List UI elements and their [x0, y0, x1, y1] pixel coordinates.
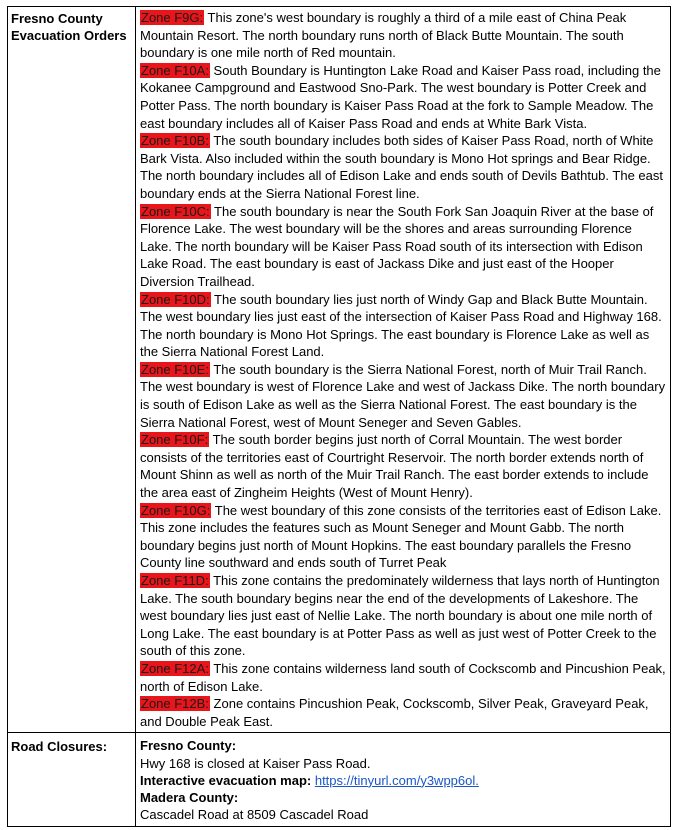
zone-desc-f10e: The south boundary is the Sierra National Forest, north of Muir Trail Ranch. The west boundary is west of Florence Lake and west of Jackass Dike. The north boundary is south of Edison Lake as well as the Sierra National Forest. The east boundary is the Sierra National Forest, west of Mount Seneger and Seven Gables.	[140, 361, 666, 430]
zone-entry-f10b	[140, 132, 666, 202]
zone-list	[136, 7, 671, 733]
zone-entry-f10f	[140, 431, 666, 501]
zone-entry-f10a	[140, 62, 666, 132]
zone-entry-f11d	[140, 572, 666, 660]
madera-county-heading: Madera County:	[140, 789, 239, 805]
madera-closure-text: Cascadel Road at 8509 Cascadel Road	[140, 807, 369, 823]
map-label: Interactive evacuation map:	[140, 772, 315, 788]
zone-entry-f10c	[140, 203, 666, 291]
zone-tag-f10c: Zone F10C:	[141, 203, 210, 219]
zone-entry-f12b	[140, 695, 666, 730]
evacuation-orders-row	[8, 7, 671, 733]
zone-entry-f9g	[140, 9, 666, 62]
zone-desc-f9g: This zone's west boundary is roughly a third of a mile east of China Peak Mountain Resort. The north boundary runs north of Black Butte Mountain. The south boundary is one mile north of Red mountain.	[140, 10, 627, 61]
zone-entry-f12a	[140, 660, 666, 695]
zone-tag-f11d: Zone F11D:	[141, 573, 209, 588]
zone-desc-f12b: Zone contains Pincushion Peak, Cockscomb, Silver Peak, Graveyard Peak, and Double Peak East.	[140, 696, 649, 729]
zone-desc-f11d: This zone contains the predominately wilderness that lays north of Huntington Lake. The south boundary begins near the end of the developments of Lakeshore. The west boundary lies just east of Nellie Lake. The north boundary is about one mile north of Long Lake. The east boundary is at Potter Pass as well as just west of Potter Creek to the south of this zone.	[140, 573, 660, 659]
zone-entry-f10e	[140, 361, 666, 431]
zone-desc-f10f: The south border begins just north of Corral Mountain. The west border consists of the territories east of Courtright Reservoir. The north border extends north of Mount Shinn as well as north of the Muir Trail Ranch. The east border extends to include the area east of Zingheim Heights (West of Mount Henry).	[140, 432, 649, 501]
evacuation-orders-label: Fresno County Evacuation Orders	[8, 7, 136, 733]
zone-desc-f10g: The west boundary of this zone consists of the territories east of Edison Lake. This zone includes the features such as Mount Seneger and Mount Gabb. The north boundary begins just north of Mount Hopkins. The east boundary parallels the Fresno County line southward and ends south of Turret Peak	[140, 502, 662, 571]
zone-desc-f12a: This zone contains wilderness land south of Cockscomb and Pincushion Peak, north of Edison Lake.	[140, 660, 666, 694]
fresno-county-heading: Fresno County:	[140, 738, 237, 754]
zone-tag-f12b: Zone F12B:	[141, 696, 209, 712]
zone-tag-f10g: Zone F10G:	[141, 502, 211, 518]
zone-tag-f10d: Zone F10D:	[141, 291, 210, 307]
zone-tag-f9g: Zone F9G:	[141, 10, 204, 25]
zone-entry-f10g	[140, 502, 666, 572]
zone-tag-f10b: Zone F10B:	[141, 133, 209, 149]
road-closures-content	[136, 733, 671, 827]
zone-entry-f10d	[140, 291, 666, 361]
zone-desc-f10a: South Boundary is Huntington Lake Road and Kaiser Pass road, including the Kokanee Campground and Eastwood Sno-Park. The west boundary is Potter Creek and Potter Pass. The north boundary is Kaiser Pass Road at the fork to Sample Meadow. The east boundary includes all of Kaiser Pass Road and ends at White Bark Vista.	[140, 62, 661, 131]
zone-tag-f10f: Zone F10F:	[141, 432, 209, 448]
zone-tag-f10a: Zone F10A:	[141, 62, 209, 78]
evacuation-map-link[interactable]: https://tinyurl.com/y3wpp6ol.	[314, 772, 479, 788]
evacuation-table	[7, 6, 671, 827]
zone-tag-f10e: Zone F10E:	[141, 361, 209, 377]
zone-tag-f12a: Zone F12A:	[141, 660, 209, 676]
zone-desc-f10c: The south boundary is near the South Fork San Joaquin River at the base of Florence Lake. The west boundary will be the shores and areas surrounding Florence Lake. The north boundary will be Kaiser Pass Road south of its intersection with Edison Lake Road. The east boundary is east of Jackass Dike and just east of the Hooper Diversion Trailhead.	[140, 203, 654, 289]
fresno-closure-text: Hwy 168 is closed at Kaiser Pass Road.	[140, 755, 371, 771]
zone-desc-f10d: The south boundary lies just north of Windy Gap and Black Butte Mountain. The west boundary lies just east of the intersection of Kaiser Pass Road and Highway 168. The north boundary is Mono Hot Springs. The east boundary is Florence Lake as well as the Sierra National Forest Land.	[140, 291, 662, 360]
road-closures-row	[8, 733, 671, 827]
road-closures-label: Road Closures:	[8, 733, 136, 827]
zone-desc-f10b: The south boundary includes both sides of Kaiser Pass Road, north of White Bark Vista. Also included within the south boundary is Mono Hot springs and Bear Ridge. The north boundary includes all of Edison Lake and ends south of Devils Bathtub. The east boundary ends at the Sierra National Forest line.	[140, 133, 663, 201]
map-line	[140, 772, 666, 789]
